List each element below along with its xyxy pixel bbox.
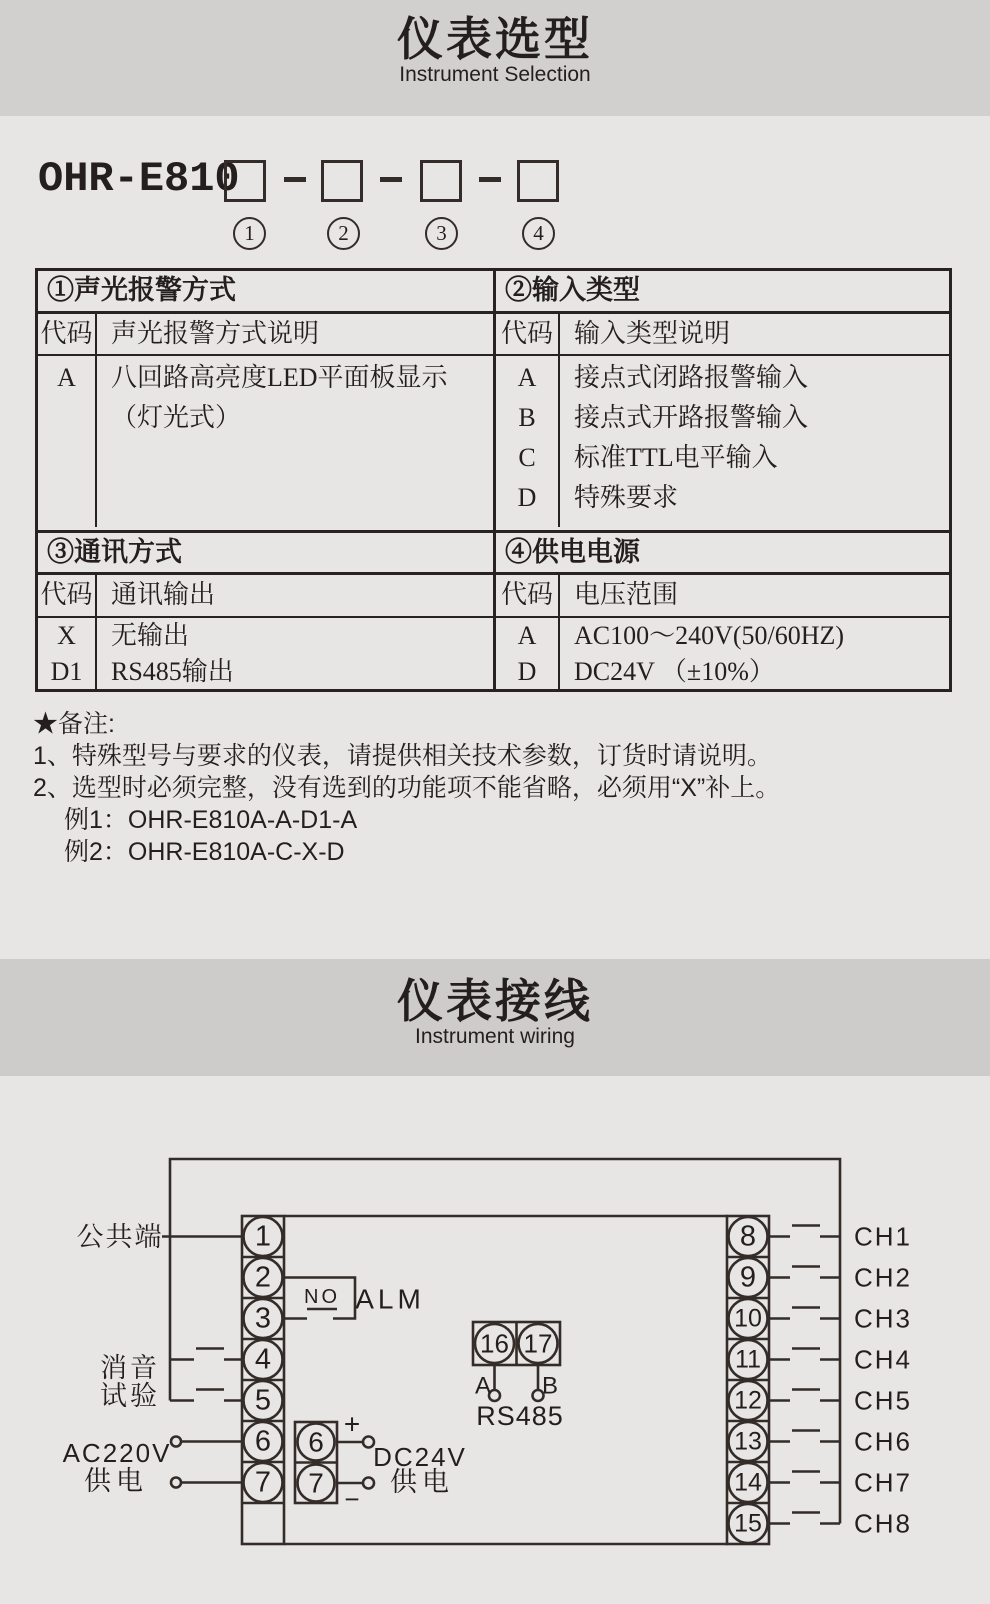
model-prefix: OHR-E810	[38, 155, 240, 203]
circled-number-4: 4	[522, 217, 555, 250]
group1-body	[38, 356, 493, 527]
code-column-header: 代码	[38, 575, 97, 616]
group2-column-headers	[496, 314, 949, 356]
group2-body	[496, 356, 949, 527]
terminal-number: 8	[739, 1220, 757, 1253]
channel-label: CH2	[854, 1262, 913, 1293]
table-cell-desc: 接点式开路报警输入	[574, 403, 809, 432]
test-label: 试验	[100, 1381, 160, 1411]
desc-column-header: 通讯输出	[111, 580, 216, 609]
test-switch	[170, 1390, 243, 1401]
model-dash	[479, 177, 501, 182]
section2-title: 仪表接线	[397, 975, 593, 1027]
group2-header: ②输入类型	[496, 271, 949, 314]
ac-terminal-dot	[171, 1437, 181, 1447]
table-cell-desc: 无输出	[111, 621, 190, 650]
model-dash	[284, 177, 306, 182]
terminal-number: 13	[734, 1427, 762, 1456]
section2-subtitle: Instrument wiring	[415, 1025, 575, 1048]
desc-column-header: 电压范围	[574, 580, 679, 609]
group4-column-headers	[496, 575, 949, 618]
table-cell-desc: 八回路高亮度LED平面板显示	[111, 363, 448, 392]
group3-header: ③通讯方式	[38, 533, 493, 575]
code-column-header: 代码	[496, 314, 560, 354]
model-option-box-3	[420, 160, 462, 202]
note-example: 例2：OHR-E810A-C-X-D	[64, 838, 345, 866]
wiring-labels	[63, 1222, 912, 1539]
terminal-number: 1	[254, 1220, 272, 1253]
table-cell-code: D	[517, 657, 537, 686]
terminal-number: 7	[254, 1466, 272, 1499]
group4-header: ④供电电源	[496, 533, 949, 575]
table-group-communication	[38, 530, 496, 689]
section1-header-band	[0, 0, 990, 116]
terminal-number: 12	[734, 1386, 762, 1415]
selection-table	[35, 268, 952, 692]
channel-label: CH5	[854, 1385, 913, 1416]
table-cell-desc: （灯光式）	[111, 403, 242, 432]
desc-column-header: 输入类型说明	[574, 319, 731, 348]
notes-block	[33, 708, 963, 868]
channel-label: CH6	[854, 1426, 913, 1457]
circled-number-2: 2	[327, 217, 360, 250]
terminal-number: 9	[739, 1261, 757, 1294]
table-cell-code: A	[57, 363, 76, 392]
ac-terminal-dot	[171, 1478, 181, 1488]
ac-supply-label: AC220V	[62, 1438, 172, 1468]
mute-label: 消音	[100, 1353, 160, 1383]
rs485-wires	[495, 1365, 539, 1390]
table-cell-code: A	[517, 363, 537, 392]
table-cell-desc: AC100～240V(50/60HZ)	[574, 621, 845, 650]
dc-terminal-dot	[363, 1478, 374, 1489]
code-column-header: 代码	[496, 575, 560, 616]
table-cell-code: D	[517, 483, 537, 512]
notes-title: ★备注:	[33, 710, 115, 738]
note-item: 2、选型时必须完整，没有选到的功能项不能省略，必须用“X”补上。	[33, 774, 781, 802]
table-cell-code: B	[518, 403, 536, 432]
group1-column-headers	[38, 314, 493, 356]
table-cell-code: X	[57, 621, 76, 650]
rs485-label: RS485	[476, 1401, 564, 1431]
desc-column-header: 声光报警方式说明	[111, 319, 320, 348]
table-cell-desc: RS485输出	[111, 657, 234, 686]
channel-contacts	[769, 1226, 840, 1524]
terminal-number: 4	[254, 1343, 272, 1376]
channel-label: CH7	[854, 1467, 913, 1498]
no-contact-label: NO	[304, 1286, 340, 1308]
ac-supply-wires	[181, 1442, 243, 1483]
terminal-number: 15	[734, 1509, 762, 1538]
code-column-header: 代码	[38, 314, 97, 354]
section1-subtitle: Instrument Selection	[399, 63, 591, 86]
terminal-number: 16	[480, 1328, 509, 1359]
rs485-b-label: B	[541, 1372, 559, 1400]
group3-body	[38, 618, 493, 689]
wiring-diagram	[0, 1076, 990, 1604]
table-cell-desc: 特殊要求	[574, 483, 679, 512]
circled-number-1: 1	[233, 217, 266, 250]
dc-supply-label2: 供电	[390, 1467, 454, 1497]
table-cell-desc: 标准TTL电平输入	[574, 443, 778, 472]
dc-supply-wires	[337, 1442, 363, 1483]
table-cell-code: C	[518, 443, 536, 472]
minus-sign: −	[344, 1484, 360, 1514]
rs485-a-label: A	[474, 1372, 492, 1400]
terminal-number: 3	[254, 1302, 272, 1335]
model-option-box-1	[224, 160, 266, 202]
terminal-number: 11	[735, 1345, 761, 1374]
ac-supply-label2: 供电	[84, 1466, 148, 1496]
group3-column-headers	[38, 575, 493, 618]
note-item: 1、特殊型号与要求的仪表，请提供相关技术参数，订货时请说明。	[33, 742, 772, 770]
table-cell-code: D1	[50, 657, 83, 686]
plus-sign: +	[343, 1408, 361, 1440]
note-example: 例1：OHR-E810A-A-D1-A	[64, 806, 358, 834]
terminal-number: 5	[254, 1384, 272, 1417]
terminal-number: 10	[734, 1304, 762, 1333]
section1-title: 仪表选型	[397, 13, 593, 65]
terminal-number: 7	[308, 1467, 324, 1499]
channel-label: CH4	[854, 1344, 913, 1375]
channel-label: CH3	[854, 1303, 913, 1334]
terminal-number: 17	[523, 1328, 553, 1359]
circled-number-3: 3	[425, 217, 458, 250]
terminal-numbers	[255, 1221, 762, 1538]
alm-label: ALM	[355, 1283, 425, 1315]
group1-header: ①声光报警方式	[38, 271, 493, 314]
table-group-input-type	[496, 271, 949, 530]
channel-label: CH8	[854, 1508, 913, 1539]
table-cell-desc: DC24V （±10%）	[574, 657, 775, 686]
dc-supply-label: DC24V	[373, 1442, 467, 1472]
table-group-alarm-mode	[38, 271, 496, 530]
terminal-number: 14	[734, 1468, 762, 1497]
section2-header-band	[0, 959, 990, 1076]
table-cell-code: A	[517, 621, 537, 650]
terminal-number: 6	[254, 1425, 272, 1458]
group4-body	[496, 618, 949, 689]
model-option-box-4	[517, 160, 559, 202]
channel-label: CH1	[854, 1221, 913, 1252]
model-option-box-2	[321, 160, 363, 202]
mute-switch	[170, 1349, 243, 1360]
terminal-number: 2	[254, 1261, 272, 1294]
terminal-number: 6	[308, 1426, 324, 1458]
table-group-power-supply	[496, 530, 949, 689]
common-label: 公共端	[76, 1222, 164, 1252]
table-cell-desc: 接点式闭路报警输入	[574, 363, 809, 392]
model-dash	[380, 177, 402, 182]
